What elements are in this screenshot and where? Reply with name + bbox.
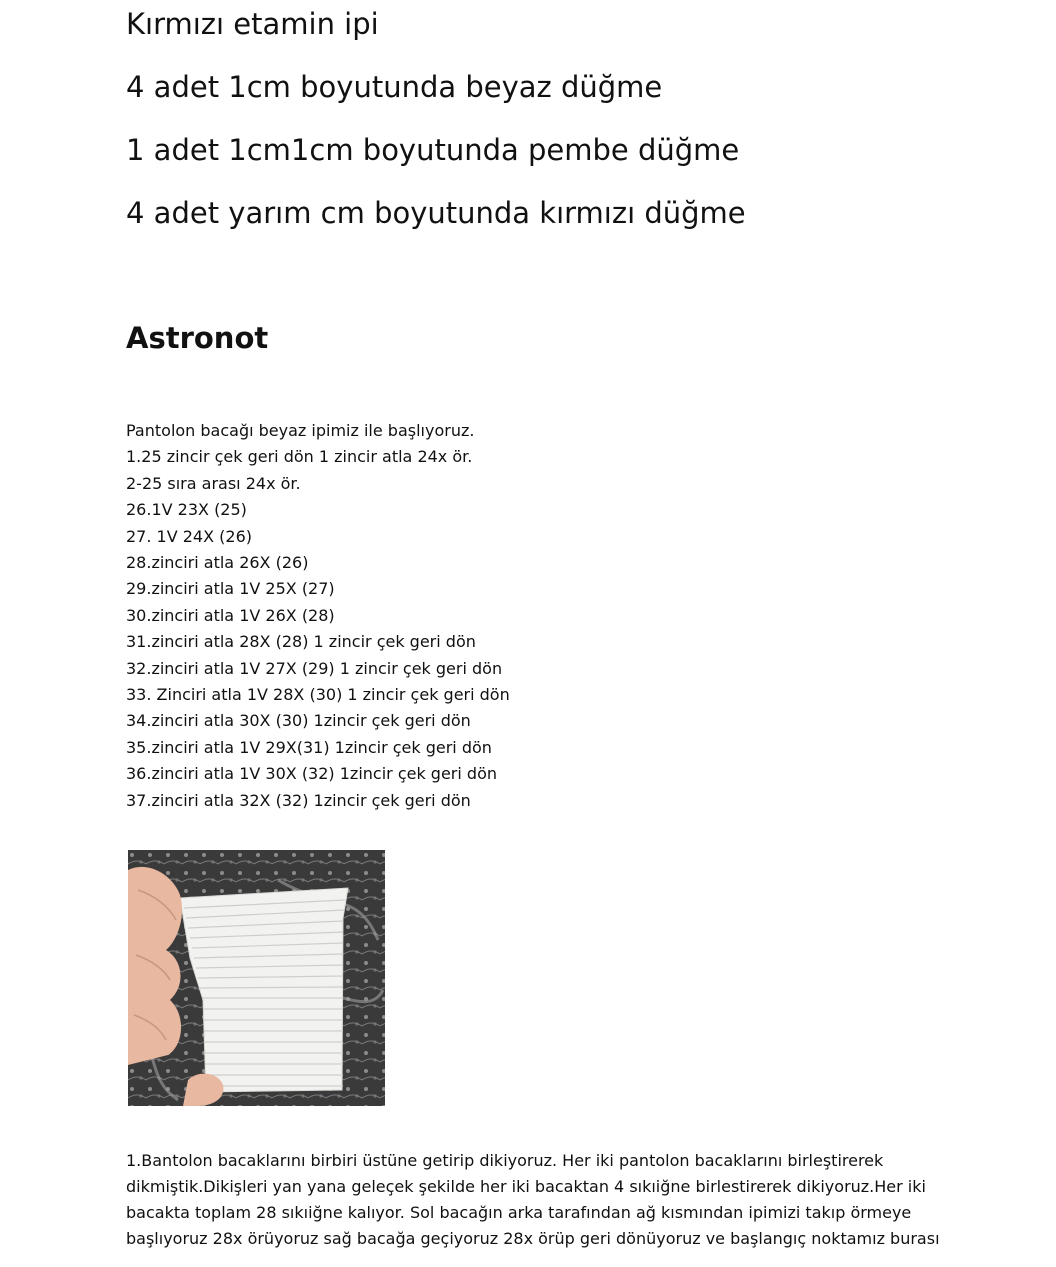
step-line: 36.zinciri atla 1V 30X (32) 1zincir çek geri dön <box>126 764 497 784</box>
material-line-red-buttons: 4 adet yarım cm boyutunda kırmızı düğme <box>126 196 746 230</box>
step-line: 29.zinciri atla 1V 25X (27) <box>126 579 335 599</box>
step-line: 28.zinciri atla 26X (26) <box>126 553 309 573</box>
step-line: 27. 1V 24X (26) <box>126 526 252 546</box>
knitted-leg-photo <box>128 850 385 1106</box>
step-line: 2-25 sıra arası 24x ör. <box>126 473 301 493</box>
assembly-paragraph: 1.Bantolon bacaklarını birbiri üstüne getirip dikiyoruz. Her iki pantolon bacaklarını birleştirerek dikmiştik.Dikişleri yan yana geleçek şekilde her iki bacaktan 4 sıkıiğne birlestirerek dikiyoruz.Her iki bacakta toplam 28 sıkıiğne kalıyor. Sol bacağın arka tarafından ağ kısmından ipimizi takıp örmeye başlıyoruz 28x örüyoruz sağ bacağa geçiyoruz 28x örüp geri dönüyoruz ve başlangıç noktamız burası <box>126 1151 940 1248</box>
material-line-red-thread: Kırmızı etamin ipi <box>126 7 379 41</box>
material-line-white-buttons: 4 adet 1cm boyutunda beyaz düğme <box>126 70 663 104</box>
step-line: 37.zinciri atla 32X (32) 1zincir çek geri dön <box>126 790 471 810</box>
step-line: Pantolon bacağı beyaz ipimiz ile başlıyoruz. <box>126 421 475 440</box>
pattern-steps <box>126 418 510 814</box>
material-line-pink-button: 1 adet 1cm1cm boyutunda pembe düğme <box>126 133 740 167</box>
section-title: Astronot <box>126 321 269 355</box>
step-line: 30.zinciri atla 1V 26X (28) <box>126 605 335 625</box>
step-line: 31.zinciri atla 28X (28) 1 zincir çek geri dön <box>126 632 476 652</box>
step-line: 32.zinciri atla 1V 27X (29) 1 zincir çek geri dön <box>126 658 503 678</box>
step-line: 33. Zinciri atla 1V 28X (30) 1 zincir çek geri dön <box>126 685 510 705</box>
step-line: 34.zinciri atla 30X (30) 1zincir çek geri dön <box>126 711 471 731</box>
step-line: 1.25 zincir çek geri dön 1 zincir atla 24x ör. <box>126 447 473 467</box>
step-line: 26.1V 23X (25) <box>126 500 247 520</box>
step-line: 35.zinciri atla 1V 29X(31) 1zincir çek geri dön <box>126 737 492 757</box>
